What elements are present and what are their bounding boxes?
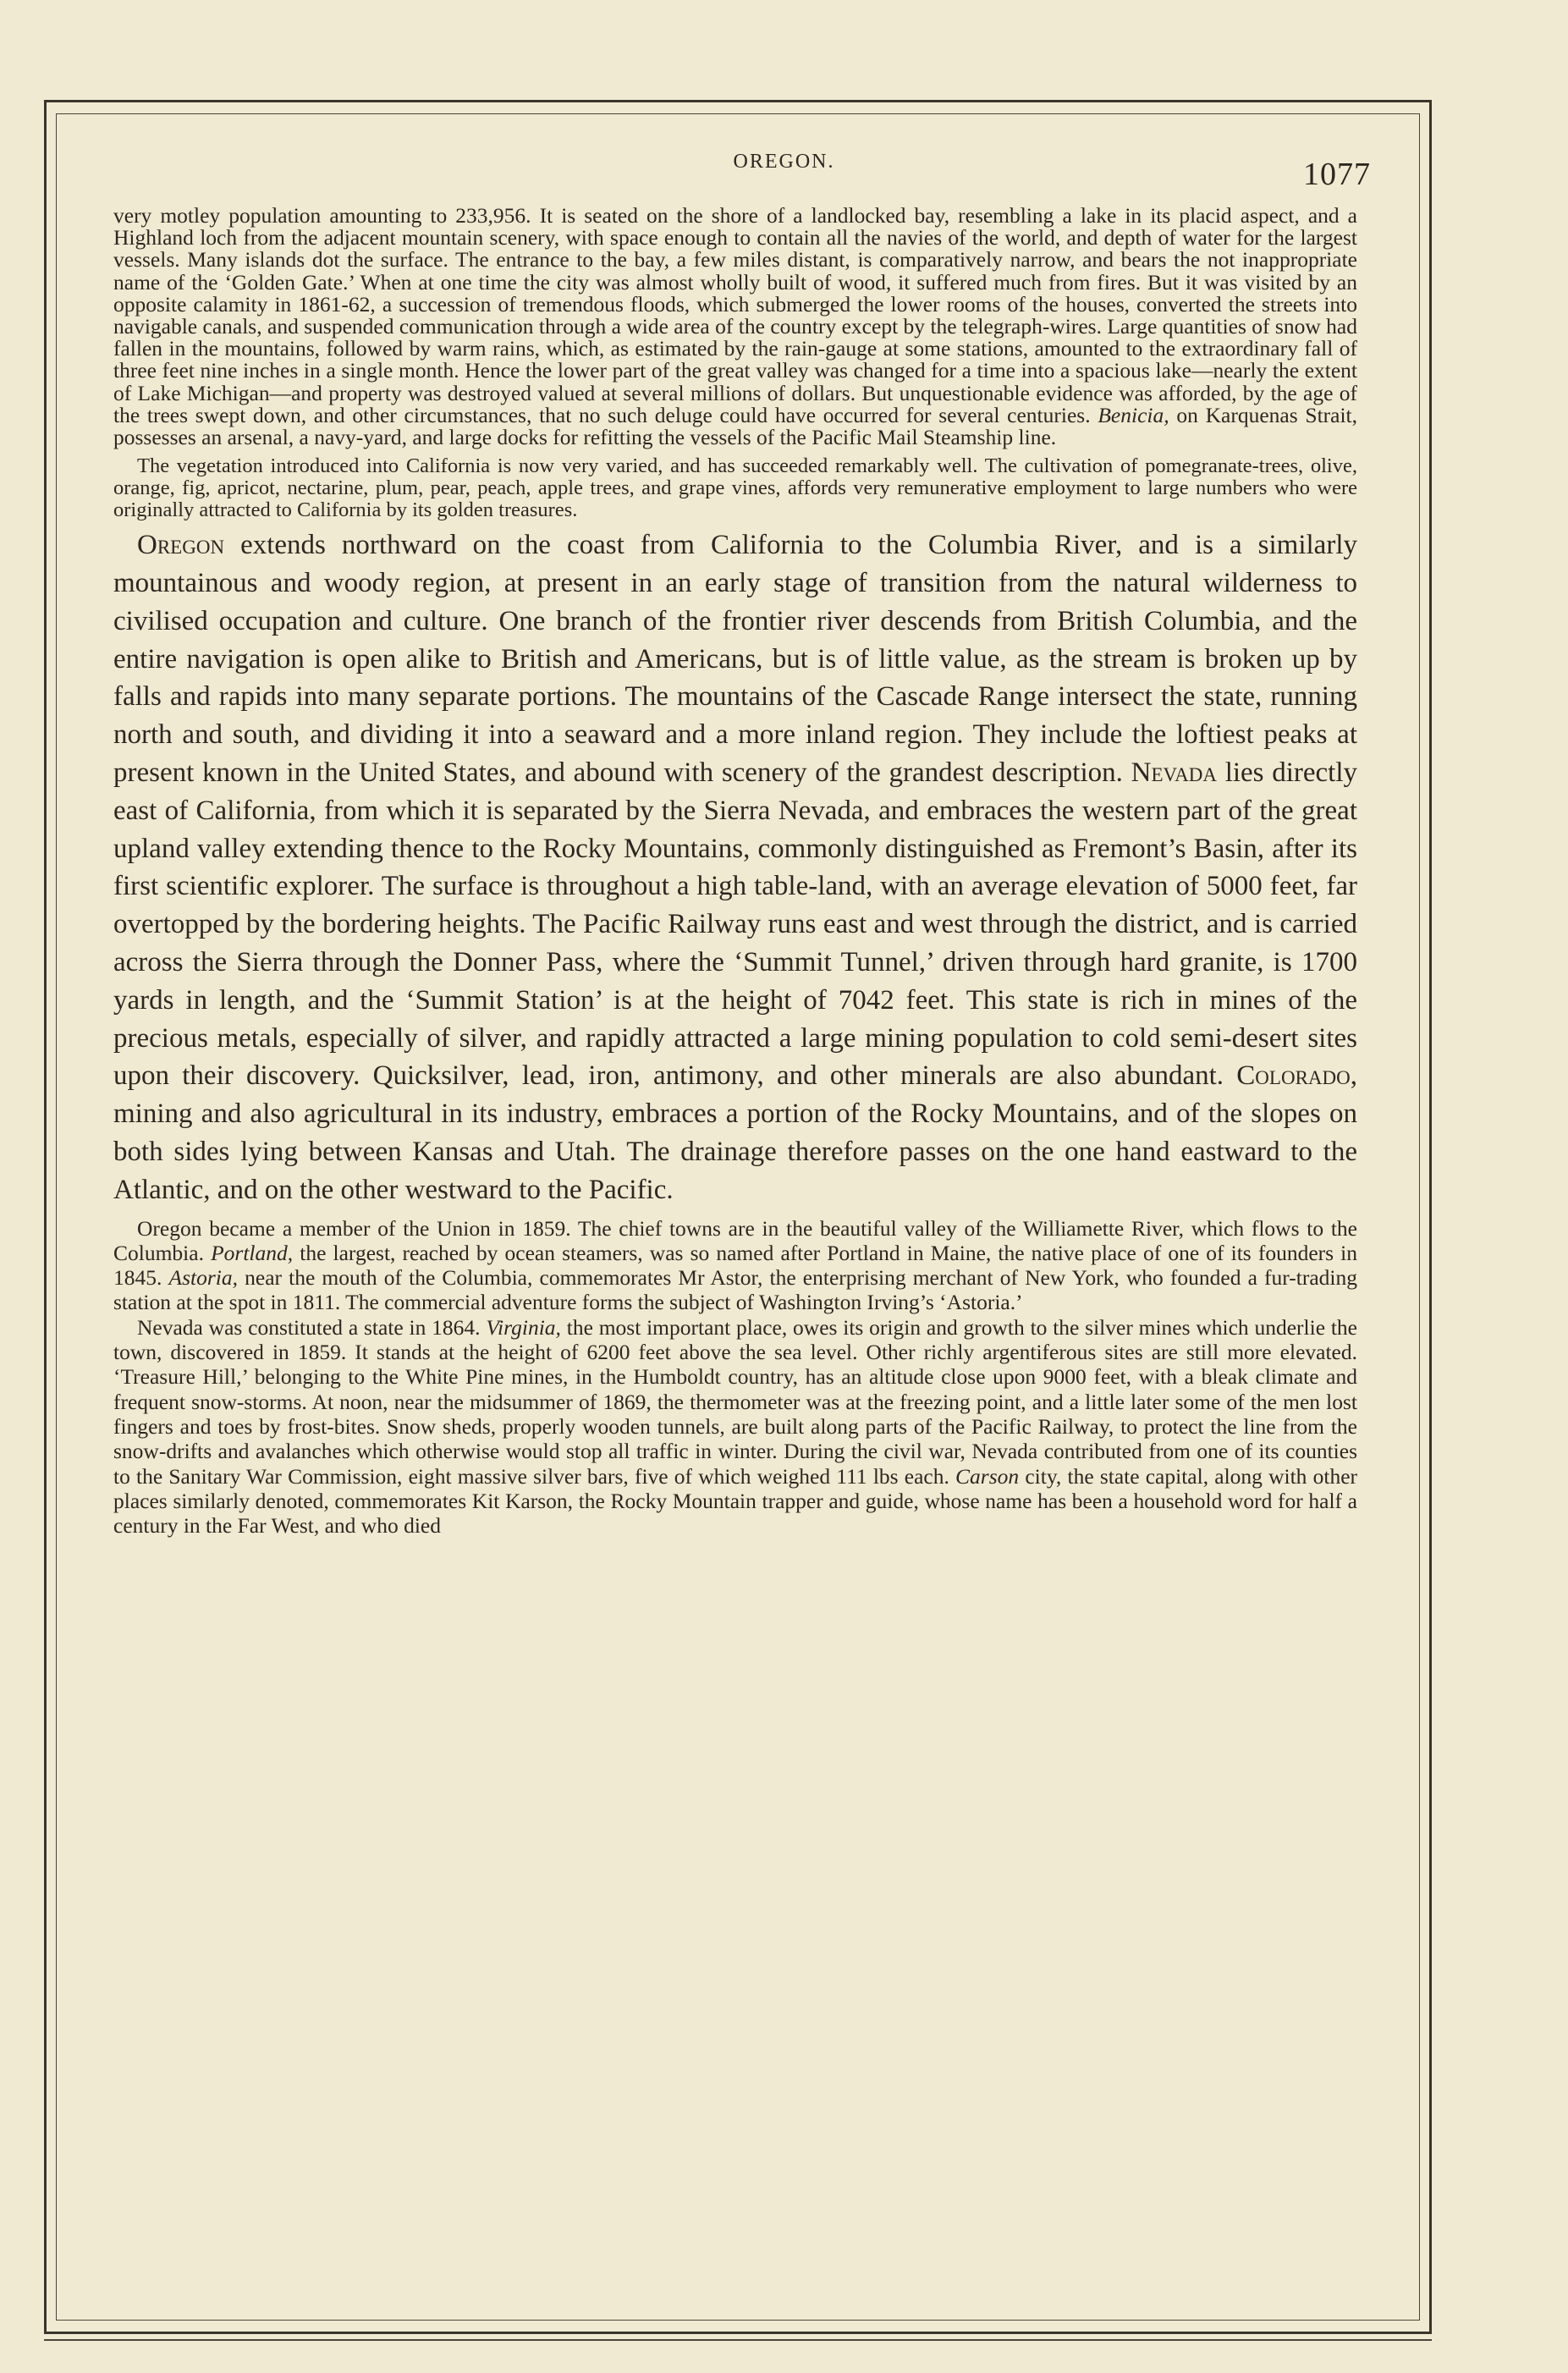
place-virginia: Virginia, xyxy=(486,1314,561,1340)
paragraph-california-vegetation: The vegetation introduced into California is now very varied, and has succeeded remarkably well. The cultivation of pomegranate-trees, olive, orange, fig, apricot, nectarine, plum, pear, peach, apple trees, and grape vines, affords very remunerative employment to large numbers who were originally attracted to California by its golden treasures. xyxy=(113,454,1357,522)
state-oregon: Oregon xyxy=(137,530,225,561)
running-title: OREGON. xyxy=(733,151,835,173)
state-nevada: Nevada xyxy=(1131,757,1217,789)
place-carson: Carson xyxy=(955,1463,1020,1489)
page-body xyxy=(113,205,1357,1538)
page-number: 1077 xyxy=(1303,157,1371,192)
place-astoria: Astoria, xyxy=(168,1265,238,1291)
paragraph-oregon-nevada-colorado: Oregon extends northward on the coast from California to the Columbia River, and is a similarly mountainous and woody region, at present in an early stage of transition from the natural wilderness to civilised occupation and culture. One branch of the frontier river descends from British Columbia, and the entire navigation is open alike to British and Americans, but is of little value, as the stream is broken up by falls and rapids into many separate portions. The mountains of the Cascade Range intersect the state, running north and south, and dividing it into a seaward and a more inland region. They include the loftiest peaks at present known in the United States, and abound with scenery of the grandest description. Nevada lies directly east of California, from which it is separated by the Sierra Nevada, and embraces the western part of the great upland valley extending thence to the Rocky Mountains, commonly distinguished as Fremont’s Basin, after its first scientific explorer. The surface is throughout a high table-land, with an average elevation of 5000 feet, far overtopped by the bordering heights. The Pacific Railway runs east and west through the district, and is carried across the Sierra through the Donner Pass, where the ‘Summit Tunnel,’ driven through hard granite, is 1700 yards in length, and the ‘Summit Station’ is at the height of 7042 feet. This state is rich in mines of the precious metals, especially of silver, and rapidly attracted a large mining population to cold semi-desert sites upon their discovery. Quicksilver, lead, iron, antimony, and other minerals are also abundant. Colorado, mining and also agricultural in its industry, embraces a portion of the Rocky Mountains, and of the slopes on both sides lying between Kansas and Utah. The drainage therefore passes on the one hand eastward to the Atlantic, and on the other westward to the Pacific. xyxy=(113,530,1358,1205)
place-benicia: Benicia, xyxy=(1098,402,1169,427)
paragraph-oregon-notes: Oregon became a member of the Union in 1859. The chief towns are in the beautiful valley of the Williamette River, which flows to the Columbia. Portland, the largest, reached by ocean steamers, was so named after Portland in Maine, the native place of one of its founders in 1845. Astoria, near the mouth of the Columbia, commemorates Mr Astor, the enterprising merchant of New York, who founded a fur-trading station at the spot in 1811. The commercial adventure forms the subject of Washington Irving’s ‘Astoria.’ xyxy=(113,1215,1358,1315)
paragraph-san-francisco: very motley population amounting to 233,956. It is seated on the shore of a landlocked bay, resembling a lake in its placid aspect, and a Highland loch from the adjacent mountain scenery, with space enough to contain all the navies of the world, and depth of water for the largest vessels. Many islands dot the surface. The entrance to the bay, a few miles distant, is comparatively narrow, and bears the not inappropriate name of the ‘Golden Gate.’ When at one time the city was almost wholly built of wood, it suffered much from fires. But it was visited by an opposite calamity in 1861-62, a succession of tremendous floods, which submerged the lower rooms of the houses, converted the streets into navigable canals, and suspended communication through a wide area of the country except by the telegraph-wires. Large quantities of snow had fallen in the mountains, followed by warm rains, which, as estimated by the rain-gauge at some stations, amounted to the extraordinary fall of three feet nine inches in a single month. Hence the lower part of the great valley was changed for a time into a spacious lake—nearly the extent of Lake Michigan—and property was destroyed valued at several millions of dollars. But unquestionable evidence was afforded, by the age of the trees swept down, and other circumstances, that no such deluge could have occurred for several centuries. Benicia, on Karquenas Strait, possesses an arsenal, a navy-yard, and large docks for refitting the vessels of the Pacific Mail Steamship line. xyxy=(113,203,1358,450)
bottom-rule xyxy=(44,2339,1432,2341)
state-colorado: Colorado, xyxy=(1236,1060,1357,1092)
place-portland: Portland, xyxy=(211,1240,294,1265)
paragraph-nevada-notes: Nevada was constituted a state in 1864. Virginia, the most important place, owes its origin and growth to the silver mines which underlie the town, discovered in 1859. It stands at the height of 6200 feet above the sea level. Other richly argentiferous sites are still more elevated. ‘Treasure Hill,’ belonging to the White Pine mines, in the Humboldt country, has an altitude close upon 9000 feet, with a bleak climate and frequent snow-storms. At noon, near the midsummer of 1869, the thermometer was at the freezing point, and a little later some of the men lost fingers and toes by frost-bites. Snow sheds, properly wooden tunnels, are built along parts of the Pacific Railway, to protect the line from the snow-drifts and avalanches which otherwise would stop all traffic in winter. During the civil war, Nevada contributed from one of its counties to the Sanitary War Commission, eight massive silver bars, five of which weighed 111 lbs each. Carson city, the state capital, along with other places similarly denoted, commemorates Kit Karson, the Rocky Mountain trapper and guide, whose name has been a household word for half a century in the Far West, and who died xyxy=(113,1314,1358,1539)
